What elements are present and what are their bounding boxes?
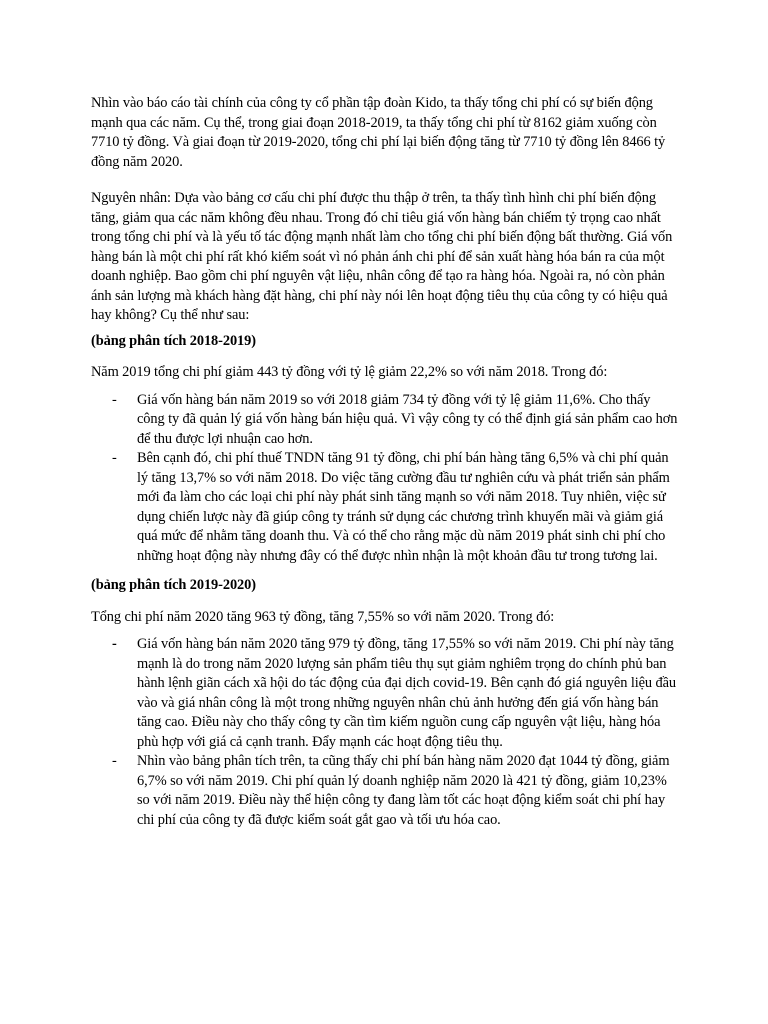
dash-marker: - [112,636,117,652]
list-item-text: Giá vốn hàng bán năm 2019 so với 2018 giảm 734 tỷ đồng với tỷ lệ giảm 11,6%. Cho thấy công ty đã quản lý giá vốn hàng bán hiệu quả. Vì vậy công ty có thể định giá sản phẩm cao hơn để thu được lợi nhuận cao hơn. [137,391,678,447]
section-intro-2018-2019: Năm 2019 tổng chi phí giảm 443 tỷ đồng với tỷ lệ giảm 22,2% so với năm 2018. Trong đó: [91,364,608,380]
list-item [91,449,680,566]
section-intro-2019-2020: Tổng chi phí năm 2020 tăng 963 tỷ đồng, tăng 7,55% so với năm 2020. Trong đó: [91,608,555,625]
list-item [91,635,680,752]
bullet-list-2018-2019 [91,391,680,567]
list-item [91,752,680,830]
list-item-text: Nhìn vào bảng phân tích trên, ta cũng thấy chi phí bán hàng năm 2020 đạt 1044 tỷ đồng, giảm 6,7% so với năm 2019. Chi phí quản lý doanh nghiệp năm 2020 là 421 tỷ đồng, giảm 10,23% so với năm 2019. Điều này thể hiện công ty đang làm tốt các hoạt động kiểm soát chi phí hay chi phí của công ty đã được kiểm soát gắt gao và tối ưu hóa cao. [137,753,670,828]
section-heading-2018-2019: (bảng phân tích 2018-2019) [91,332,256,349]
paragraph-overview: Nhìn vào báo cáo tài chính của công ty cổ phần tập đoàn Kido, ta thấy tổng chi phí có sự biến động mạnh qua các năm. Cụ thể, trong giai đoạn 2018-2019, ta thấy tổng chi phí từ 8162 giảm xuống còn 7710 tỷ đồng. Và giai đoạn từ 2019-2020, tổng chi phí lại biến động tăng từ 7710 tỷ đồng lên 8466 tỷ đồng năm 2020. [91,95,666,170]
section-heading-2019-2020: (bảng phân tích 2019-2020) [91,577,256,593]
list-item-text: Giá vốn hàng bán năm 2020 tăng 979 tỷ đồng, tăng 17,55% so với năm 2019. Chi phí này tăng mạnh là do trong năm 2020 lượng sản phẩm tiêu thụ sụt giảm nghiêm trọng do chính phủ ban hành lệnh giãn cách xã hội do tác động của đại dịch covid-19. Bên cạnh đó giá nguyên liệu đầu vào và giá nhân công là một trong những nguyên nhân chủ ảnh hưởng đến giá vốn hàng bán tăng cao. Điều này cho thấy công ty cần tìm kiếm nguồn cung cấp nguyên vật liệu, hàng hóa phù hợp với giá cả cạnh tranh. Đẩy mạnh các hoạt động tiêu thụ. [137,636,676,750]
dash-marker: - [112,391,117,408]
list-item [91,391,680,450]
dash-marker: - [112,450,117,466]
paragraph-cause: Nguyên nhân: Dựa vào bảng cơ cấu chi phí được thu thập ở trên, ta thấy tình hình chi phí biến động tăng, giảm qua các năm không đều nhau. Trong đó chỉ tiêu giá vốn hàng bán chiếm tỷ trọng cao nhất trong tổng chi phí và là yếu tố tác động mạnh nhất làm cho tổng chi phí biến động bất thường. Giá vốn hàng bán là một chi phí rất khó kiểm soát vì nó phản ánh chi phí để sản xuất hàng hóa bán ra của một doanh nghiệp. Bao gồm chi phí nguyên vật liệu, nhân công để tạo ra hàng hóa. Ngoài ra, nó còn phản ánh sản lượng mà khách hàng đặt hàng, chi phí này nói lên hoạt động tiêu thụ của công ty có hiệu quả hay không? Cụ thể như sau: [91,190,673,323]
list-item-text: Bên cạnh đó, chi phí thuế TNDN tăng 91 tỷ đồng, chi phí bán hàng tăng 6,5% và chi phí quản lý tăng 13,7% so với năm 2018. Do việc tăng cường đầu tư nghiên cứu và phát triển sản phẩm mới đa làm cho các loại chi phí này phát sinh tăng mạnh so với năm 2018. Tuy nhiên, việc sử dụng chiến lược này đã giúp công ty tránh sử dụng các chương trình khuyến mãi và giảm giá quá mức để nhằm tăng doanh thu. Và có thể cho rằng mặc dù năm 2019 phát sinh chi phí cho những hoạt động này nhưng đây có thể được nhìn nhận là một khoản đầu tư trong tương lai. [137,450,670,564]
bullet-list-2019-2020 [91,635,680,830]
dash-marker: - [112,753,117,769]
